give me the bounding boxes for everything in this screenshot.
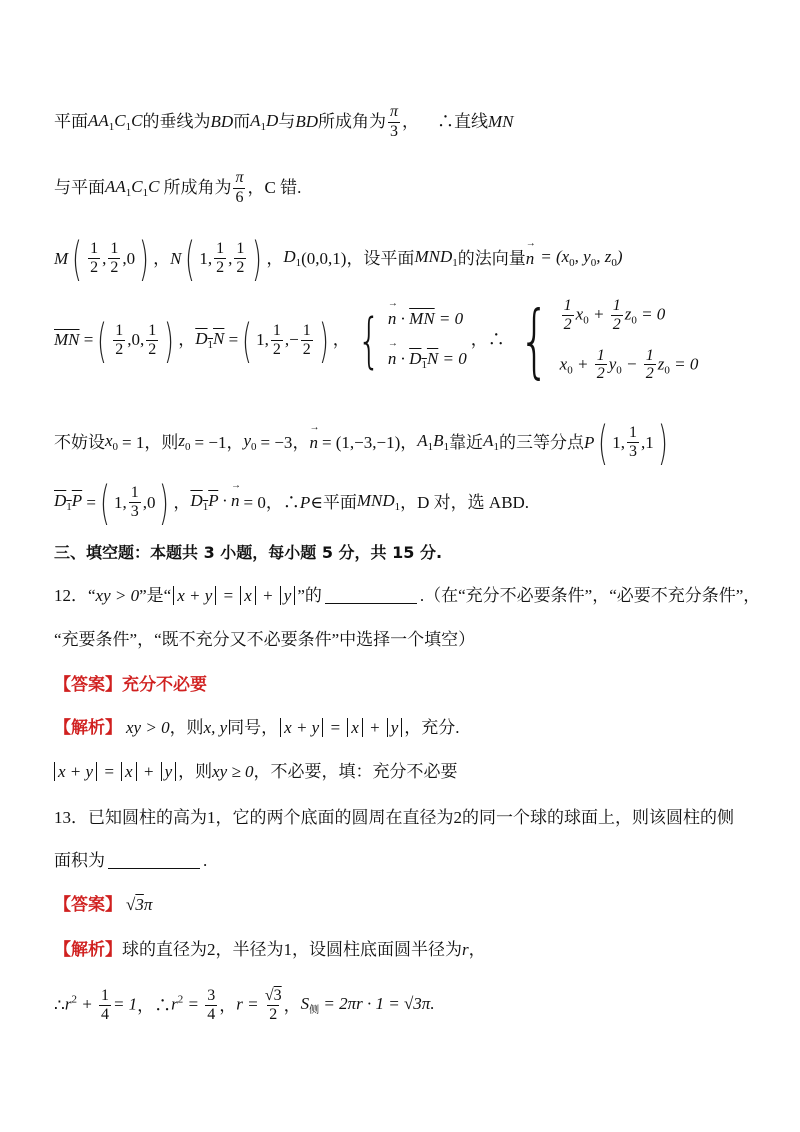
section-title-text: 三、填空题：本题共 3 小题，每小题 5 分，共 15 分. [54, 543, 443, 562]
q12-analysis-1 [54, 718, 460, 738]
vector-d1n: $D_1N$ [195, 329, 225, 351]
text: ，则 [169, 718, 204, 737]
text: ， [219, 995, 237, 1015]
text: ，它的两个底面的圆周在直径为 [215, 808, 454, 827]
text: 的三等分点 [498, 432, 584, 452]
text: ，设平面 [346, 248, 415, 268]
value: = −3 [260, 432, 293, 452]
q13-line-2 [54, 851, 207, 871]
text: ，C 错. [247, 178, 302, 198]
normal-vector-value: = ($x_0$, $y_0$, $z_0$) [540, 247, 623, 270]
text: ∈平面 [310, 492, 357, 512]
numerator: π [389, 103, 398, 120]
fraction-pi-6 [233, 170, 245, 207]
denominator: 6 [235, 188, 244, 206]
text: 与 [278, 112, 296, 132]
text: “ [88, 586, 96, 605]
q12-answer [54, 675, 207, 695]
system-1: { → $n \cdot \overline{MN} = 0$ → $n \cdot D_1N = 0$ [350, 309, 467, 373]
text: .（在“充分不必要条件”，“必要不充分条件”， [419, 586, 761, 605]
math-bd: BD [210, 112, 234, 132]
denominator: 3 [389, 122, 398, 140]
text: “充要条件”，“既不充分又不必要条件”中选择一个填空） [54, 630, 476, 649]
answer-blank[interactable] [325, 589, 417, 604]
text: ，D 对，选 ABD. [400, 492, 530, 512]
q13-answer [54, 895, 152, 915]
line-5 [54, 416, 672, 470]
answer-text: 充分不必要 [122, 675, 207, 694]
line-1 [54, 104, 514, 141]
q13-analysis-1 [54, 940, 486, 960]
text: ，∴ [470, 330, 505, 350]
answer-value: √3π [126, 895, 153, 914]
text: 所成角为 [163, 178, 232, 198]
equation-1: $r^2 + 1$ 4 = 1 [64, 987, 138, 1023]
value-1: 1 [207, 808, 216, 827]
equation-3: r = $\frac{√3}{2}$ [236, 987, 282, 1023]
text: ，充分. [404, 718, 460, 737]
vector-d1n-coords: ( 1, 1 2 ,− 1 2 ) [242, 313, 329, 368]
text: ， [226, 432, 244, 452]
text: ”的 [297, 586, 322, 605]
value: = 1 [122, 432, 145, 452]
text: ， [283, 995, 301, 1015]
text: ，∴ [265, 492, 300, 512]
text: ，半径为 [215, 940, 284, 959]
text: 所成角为 [317, 112, 386, 132]
q13-line-1 [54, 808, 734, 828]
math-bd: BD [295, 112, 318, 132]
abs-equation: x + y = x + y [171, 586, 297, 606]
q12-line-1 [54, 586, 760, 606]
math-plane: $AA_1C_1C$ [105, 176, 160, 199]
text: 已知圆柱的高为 [88, 808, 207, 827]
section-title [54, 543, 442, 562]
math-a1b1: $A_1B_1$ [417, 431, 450, 454]
answer-blank[interactable] [108, 854, 200, 869]
text: ， [292, 432, 310, 452]
text: ∴ [54, 995, 65, 1015]
question-number: 12． [54, 586, 88, 605]
line-3 [54, 232, 623, 286]
line-2 [54, 170, 301, 207]
point-p-coords: ( 1, 1 3 ,1 ) [598, 416, 668, 470]
numerator: π [235, 169, 244, 186]
text: ，∴ [137, 995, 172, 1015]
text: ， [332, 330, 350, 350]
text: 的同一个球的球面上，则该圆柱的侧 [462, 808, 734, 827]
text: ， [266, 248, 284, 268]
answer-tag: 【答案】 [54, 675, 122, 694]
vector-mn: $\overline{MN}$ [54, 330, 80, 350]
text: ”是“ [139, 586, 172, 605]
point-n-coords: ( 1, 1 2 , 1 2 ) [185, 232, 263, 286]
math-p: P [583, 432, 595, 452]
text: ， [400, 432, 418, 452]
value-2: 2 [453, 808, 462, 827]
text: ，设圆柱底面圆半径为 [292, 940, 462, 959]
vector-n: → n [526, 249, 535, 269]
value: = (1,−3,−1) [321, 432, 401, 452]
vector-d1p: $D_1P$ [54, 491, 83, 514]
text: 靠近 [449, 432, 484, 452]
math-mn: MN [488, 112, 514, 132]
value: = 0 [243, 492, 266, 512]
q12-line-2 [54, 630, 475, 650]
question-number: 13． [54, 808, 88, 827]
fraction-pi-3 [388, 104, 400, 141]
equation-2: $r^2 = 3$ 4 [171, 987, 216, 1023]
var-z0: $z_0$ [178, 431, 191, 454]
text: ， [468, 940, 486, 959]
vector-d1p-coords: ( 1, 1 3 ,0 ) [100, 476, 170, 530]
math-p: P [299, 492, 311, 512]
answer-tag: 【答案】 [54, 895, 122, 914]
text: 与平面 [54, 178, 105, 198]
text: 同号， [227, 718, 279, 737]
dot-product: $D_1P$ · → n [190, 491, 239, 514]
condition: xy > 0 [95, 586, 140, 605]
text: ，则 [178, 762, 213, 781]
math-mnd1: $MND_1$ [356, 491, 401, 514]
text: 面积为 [54, 851, 105, 870]
abs-equation: x + y = x + y [54, 762, 178, 782]
text: ，则 [144, 432, 179, 452]
math-xy: xy > 0 [126, 718, 170, 737]
var-x0: $x_0$ [105, 431, 119, 454]
equation-4: $S_侧 = 2\pi r \cdot 1 = √3\pi$. [300, 994, 435, 1017]
analysis-tag: 【解析】 [54, 940, 122, 959]
line-4: $\overline{MN}$ = ( 1 2 ,0, 1 2 ) ， $D_1N$ = ( 1, 1 2 ,− 1 2 ) ， { → $n \cdot \overline{MN} = 0$ → $n \cdot D_1N = 0$ ，∴ { 1 2 $x_0 + 1$ 2 $z_0 = 0$ $x_0 + 1$ 2 $y_0 - 1$ 2 $z_0 = 0$ [54, 298, 698, 383]
text: . [203, 851, 208, 870]
text: 球的直径为 [122, 940, 207, 959]
text: ， [402, 112, 419, 132]
text: ， [153, 248, 171, 268]
value-2: 2 [207, 940, 216, 959]
text: 不妨设 [54, 432, 105, 452]
var-y0: $y_0$ [243, 431, 257, 454]
vector-n: → n [309, 433, 318, 453]
line-6: $D_1P$ = ( 1, 1 3 ,0 ) ， $D_1P$ · → n = 0 ，∴ P ∈平面 $MND_1$ ，D 对，选 ABD. [54, 480, 529, 526]
var-r: r [462, 940, 469, 959]
q12-analysis-2 [54, 762, 458, 782]
math-d1: $D_1$ [283, 247, 302, 270]
math-plane: $AA_1C_1C$ [88, 110, 143, 133]
text: ， [173, 492, 191, 512]
vector-mn-coords: ( 1 2 ,0, 1 2 ) [97, 313, 175, 368]
q13-analysis-2 [54, 988, 435, 1024]
text: 平面 [54, 112, 88, 132]
text: 的垂线为 [142, 112, 211, 132]
text: ， [178, 330, 196, 350]
text: ∴直线 [437, 112, 488, 132]
math-m: M [54, 248, 69, 268]
analysis-tag: 【解析】 [54, 718, 122, 737]
math-xy-pair: x, y [203, 718, 228, 737]
abs-equation: x + y = x + y [278, 718, 404, 738]
d1-coords: (0,0,1) [301, 248, 347, 268]
system-2: { 1 2 $x_0 + 1$ 2 $z_0 = 0$ $x_0 + 1$ 2 $y_0 - 1$ 2 $z_0 = 0$ [518, 293, 699, 387]
value-1: 1 [283, 940, 292, 959]
math-xy-ge: xy ≥ 0 [212, 762, 254, 781]
math-n: N [170, 248, 182, 268]
math-mnd1: $MND_1$ [414, 247, 458, 270]
text: 而 [233, 112, 251, 132]
point-m-coords: ( 1 2 , 1 2 ,0 ) [72, 232, 150, 286]
text: ，不必要，填：充分不必要 [253, 762, 458, 781]
math-a1: $A_1$ [483, 431, 499, 454]
math-a1d: $A_1D$ [250, 110, 279, 133]
text: 的法向量 [457, 248, 526, 268]
value: = −1 [194, 432, 227, 452]
